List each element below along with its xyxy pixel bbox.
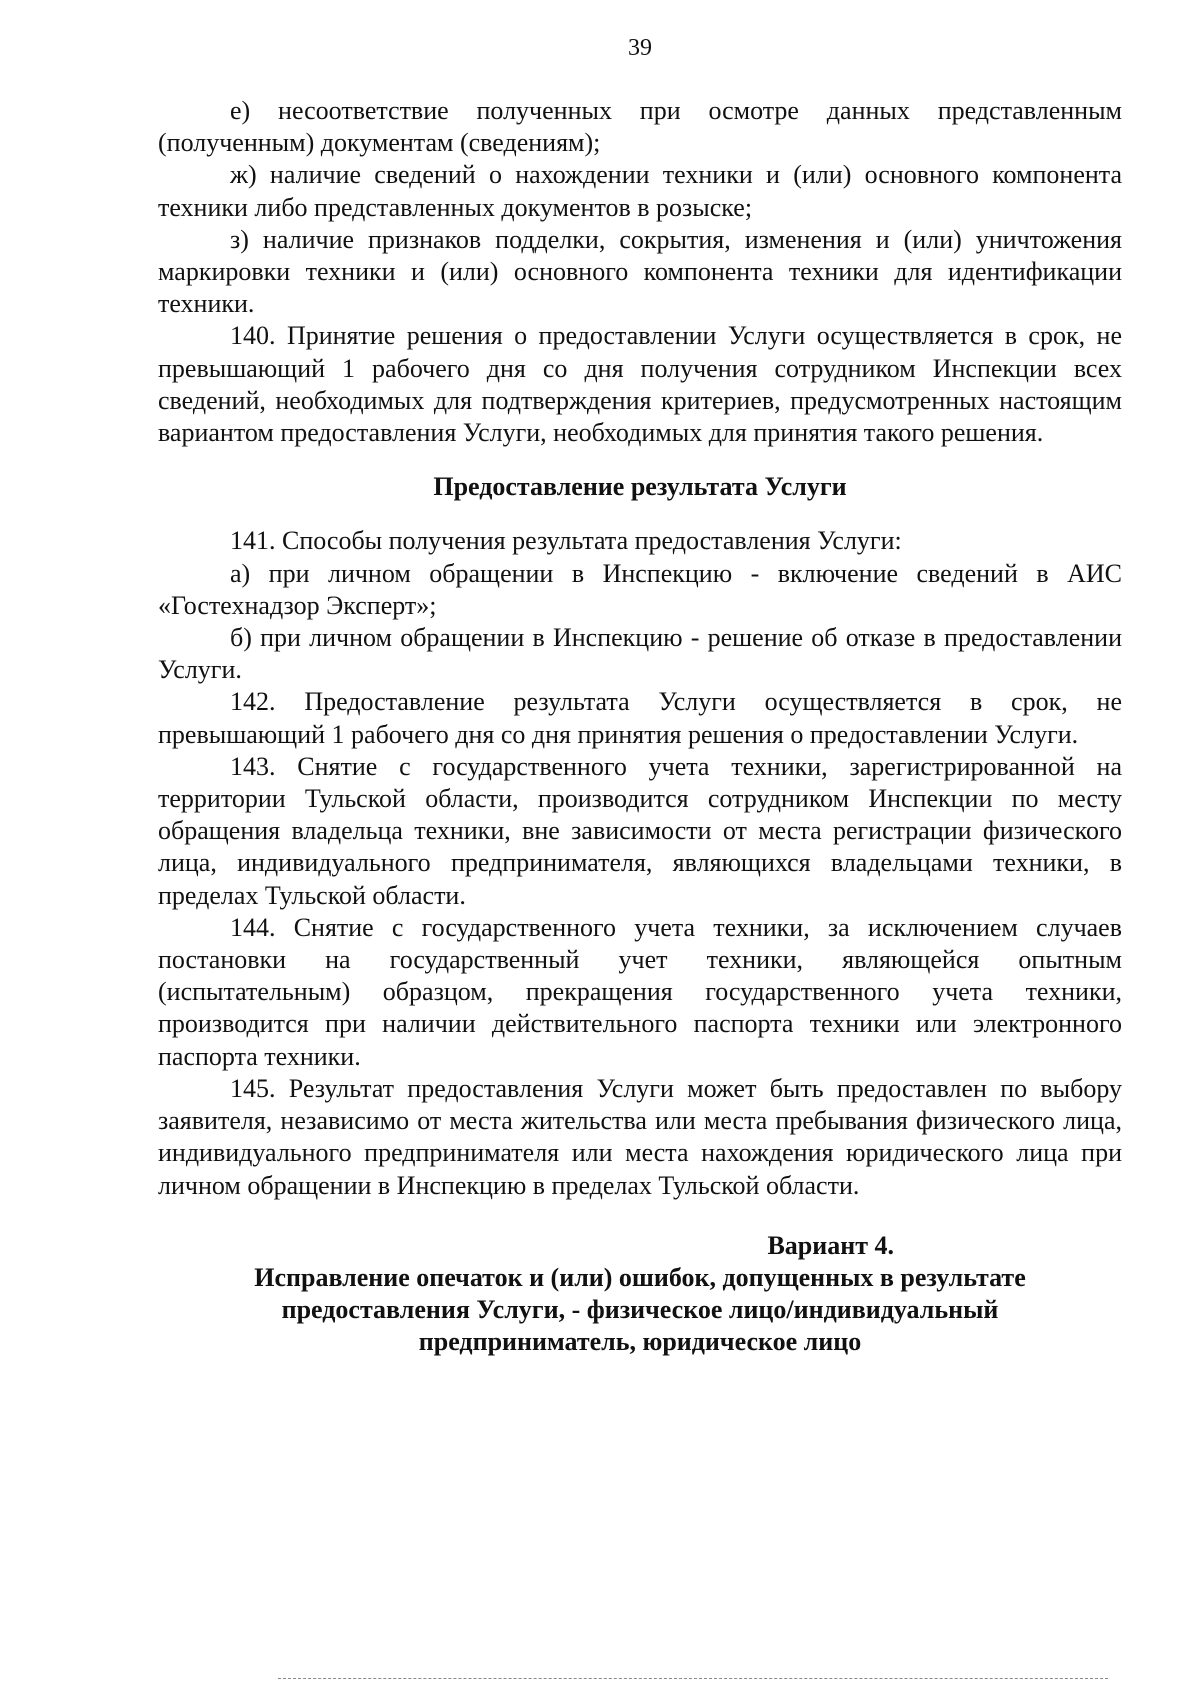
paragraph-142: 142. Предоставление результата Услуги осуществляется в срок, не превышающий 1 рабочего дня со дня принятия решения о предоставлении Услуги. bbox=[158, 687, 1122, 749]
paragraph-141-b: б) при личном обращении в Инспекцию - решение об отказе в предоставлении Услуги. bbox=[158, 623, 1122, 685]
paragraph-141: 141. Способы получения результата предоставления Услуги: bbox=[230, 526, 902, 556]
variant-heading-block bbox=[158, 1230, 1122, 1359]
variant-subtitle-line-3: предприниматель, юридическое лицо bbox=[418, 1327, 862, 1357]
paragraph-item-e: е) несоответствие полученных при осмотре данных представленным (полученным) документам (сведениям); bbox=[158, 96, 1122, 158]
variant-subtitle-line-2: предоставления Услуги, - физическое лицо/индивидуальный bbox=[281, 1295, 999, 1325]
paragraph-144: 144. Снятие с государственного учета техники, за исключением случаев постановки на государственный учет техники, являющейся опытным (испытательным) образцом, прекращения государственного учета техники, производится при наличии действительного паспорта техники или электронного паспорта техники. bbox=[158, 912, 1122, 1071]
footer-divider bbox=[278, 1678, 1108, 1679]
page-number: 39 bbox=[628, 35, 652, 61]
paragraph-140: 140. Принятие решения о предоставлении Услуги осуществляется в срок, не превышающий 1 рабочего дня со дня получения сотрудником Инспекции всех сведений, необходимых для подтверждения критериев, предусмотренных настоящим вариантом предоставления Услуги, необходимых для принятия такого решения. bbox=[158, 321, 1122, 448]
paragraph-item-zh: ж) наличие сведений о нахождении техники и (или) основного компонента техники либо представленных документов в розыске; bbox=[158, 160, 1122, 222]
variant-title: Вариант 4. bbox=[767, 1230, 894, 1260]
paragraph-141-a: а) при личном обращении в Инспекцию - включение сведений в АИС «Гостехнадзор Эксперт»; bbox=[158, 558, 1122, 620]
section-heading: Предоставление результата Услуги bbox=[433, 472, 847, 502]
paragraph-143: 143. Снятие с государственного учета техники, зарегистрированной на территории Тульской области, производится сотрудником Инспекции по месту обращения владельца техники, вне зависимости от места регистрации физического лица, индивидуального предпринимателя, являющихся владельцами техники, в пределах Тульской области. bbox=[158, 751, 1122, 910]
paragraph-145: 145. Результат предоставления Услуги может быть предоставлен по выбору заявителя, независимо от места жительства или места пребывания физического лица, индивидуального предпринимателя или места нахождения юридического лица при личном обращении в Инспекцию в пределах Тульской области. bbox=[158, 1073, 1122, 1200]
variant-subtitle-line-1: Исправление опечаток и (или) ошибок, допущенных в результате bbox=[254, 1262, 1026, 1292]
paragraph-item-z: з) наличие признаков подделки, сокрытия, изменения и (или) уничтожения маркировки техники и (или) основного компонента техники для идентификации техники. bbox=[158, 224, 1122, 319]
document-body bbox=[158, 95, 1122, 1359]
